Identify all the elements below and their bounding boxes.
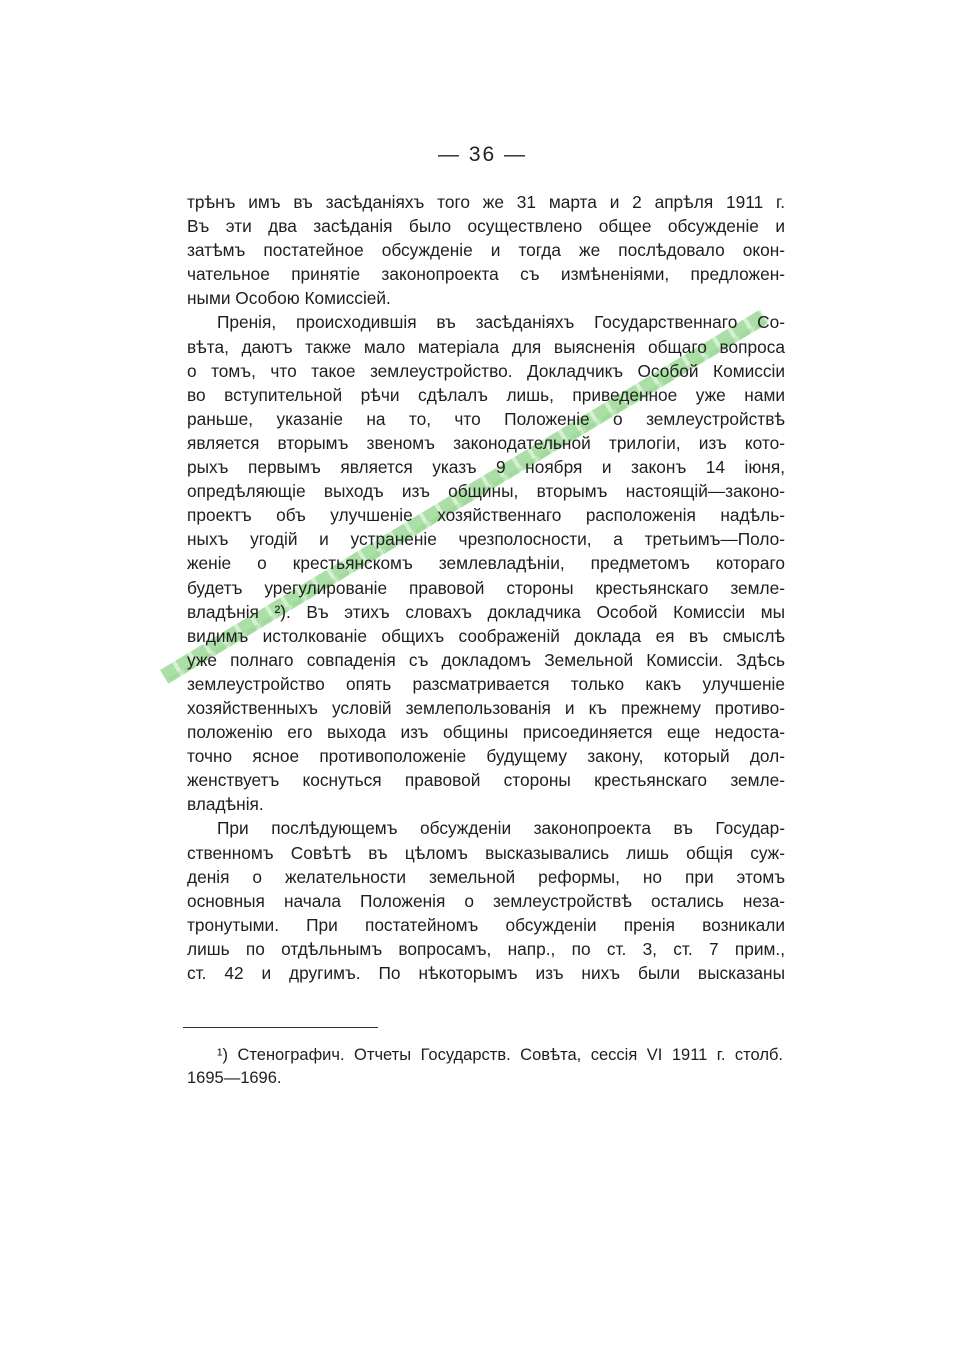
page-number: — 36 — [437,143,528,166]
text-line: проектъ объ улучшеніе хозяйственнаго расположенія надѣль- [187,505,785,526]
text-line: вѣта, даютъ также мало матеріала для выясненія общаго вопроса [187,336,785,357]
text-line: Пренія, происходившія въ засѣданіяхъ Государственнаго Со- [217,312,785,333]
text-line: землеустройство опять разсматривается только какъ улучшеніе [187,673,785,694]
body-text [187,190,785,985]
text-line: женіе о крестьянскомъ землевладѣніи, предметомъ котораго [187,553,785,574]
text-line: При послѣдующемъ обсужденіи законопроекта въ Государ- [217,818,785,839]
text-line: ныхъ угодій и устраненіе чрезполосности, а третьимъ—Поло- [187,529,785,550]
footnote-line: 1695—1696. [187,1069,282,1087]
text-line: опредѣляющіе выходъ изъ общины, вторымъ настоящій—законо- [187,481,785,502]
footnote-divider [183,1027,378,1028]
text-line: чательное принятіе законопроекта съ измѣненіями, предложен- [187,264,785,285]
text-line: ными Особою Комиссіей. [187,288,391,309]
text-line: денія о желательности земельной реформы, но при этомъ [187,866,785,887]
text-line: трѣнъ имъ въ засѣданіяхъ того же 31 марта и 2 апрѣля 1911 г. [187,192,785,212]
text-line: ст. 42 и другимъ. По нѣкоторымъ изъ нихъ были высказаны [187,963,785,983]
text-line: видимъ истолкованіе общихъ соображеній доклада ея въ смыслѣ [187,625,785,646]
text-line: положенію его выхода изъ общины присоединяется еще недоста- [187,722,785,743]
text-line: раньше, указаніе на то, что Положеніе о землеустройствѣ [187,408,785,429]
text-line: Въ эти два засѣданія было осуществлено общее обсужденіе и [187,216,785,237]
text-line: лишь по отдѣльнымъ вопросамъ, напр., по ст. 3, ст. 7 прим., [187,938,785,959]
text-line: ственномъ Совѣтѣ въ цѣломъ высказывались лишь общія суж- [187,842,785,863]
footnote-line: ¹) Стенографич. Отчеты Государств. Совѣта, сессія VI 1911 г. столб. [217,1046,783,1064]
text-line: женствуетъ коснуться правовой стороны крестьянскаго земле- [187,770,785,791]
text-line: затѣмъ постатейное обсужденіе и тогда же послѣдовало окон- [187,240,785,261]
text-line: владѣнія. [187,794,264,815]
text-line: рыхъ первымъ является указъ 9 ноября и законъ 14 іюня, [187,457,785,478]
text-line: уже полнаго совпаденія съ докладомъ Земельной Комиссіи. Здѣсь [187,649,785,670]
text-line: о томъ, что такое землеустройство. Докладчикъ Особой Комиссіи [187,360,785,381]
text-line: хозяйственныхъ условій землепользованія и къ прежнему противо- [187,697,785,718]
text-line: во вступительной рѣчи сдѣлалъ лишь, приведенное уже нами [187,384,785,405]
text-line: будетъ урегулированіе правовой стороны крестьянскаго земле- [187,577,785,598]
text-line: является вторымъ звеномъ законодательной трилогіи, изъ кото- [187,432,785,453]
text-line: владѣнія ²). Въ этихъ словахъ докладчика Особой Комиссіи мы [187,601,785,622]
text-line: основныя начала Положенія о землеустройствѣ остались неза- [187,890,785,911]
text-line: точно ясное противоположеніе будущему закону, который дол- [187,746,785,767]
text-line: тронутыми. При постатейномъ обсужденіи пренія возникали [187,914,785,935]
footnote [187,1044,783,1090]
